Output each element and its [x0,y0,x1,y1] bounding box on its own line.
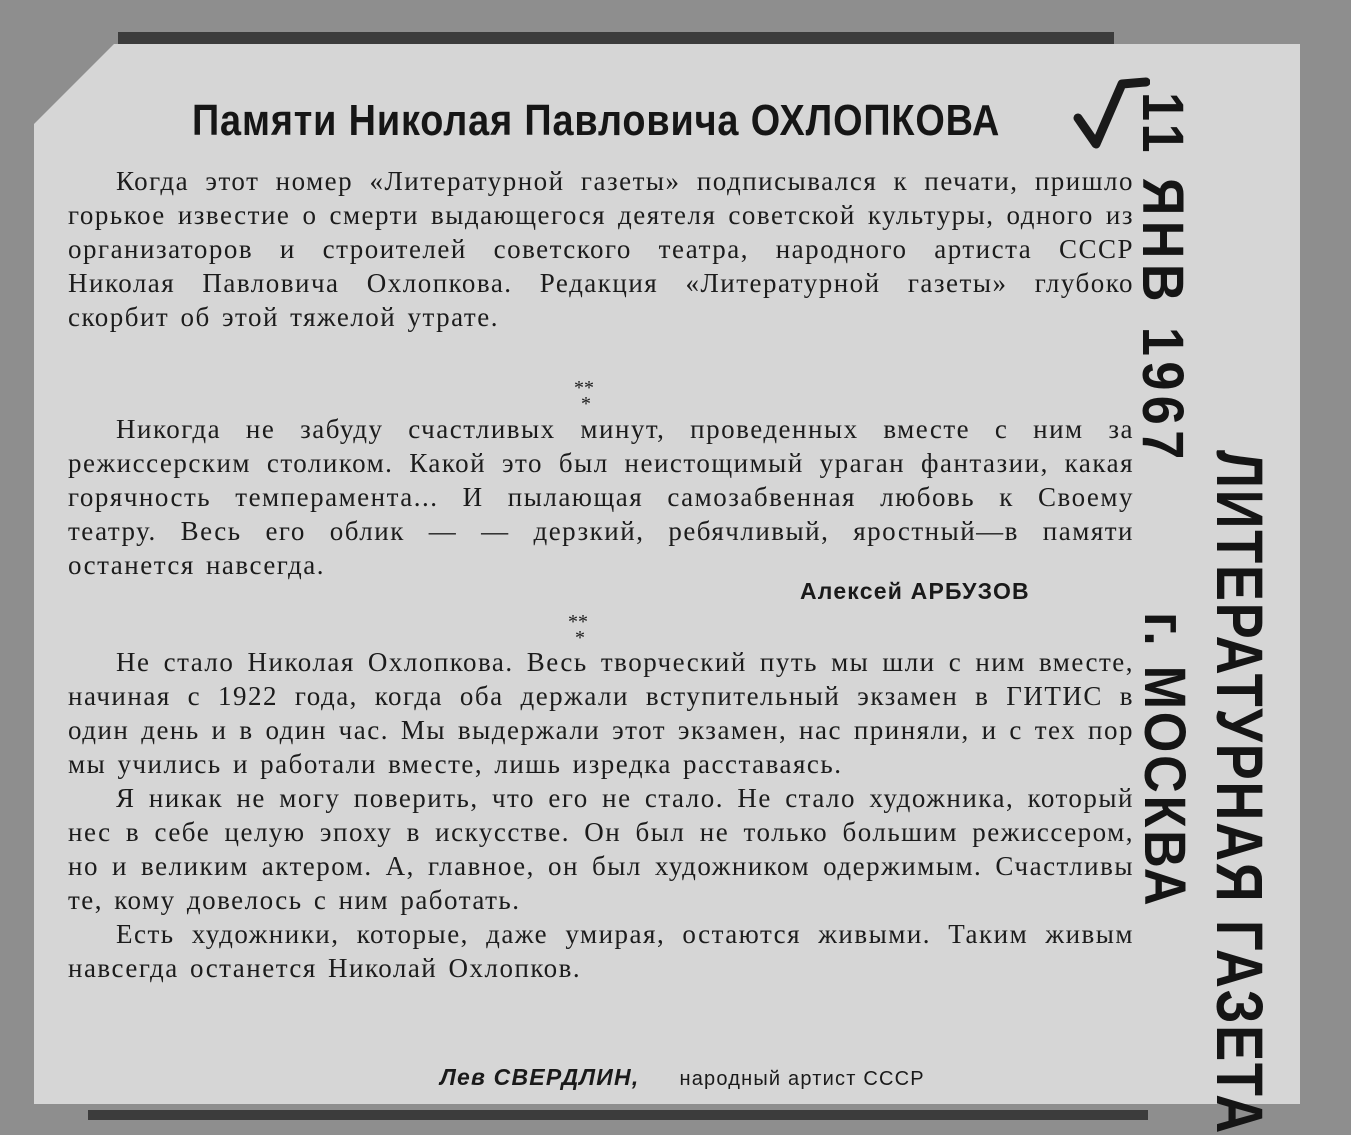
headline: Памяти Николая Павловича ОХЛОПКОВА [192,96,1001,145]
svg-text:*: * [581,393,591,415]
asterism-divider-icon [568,376,608,416]
sverdlin-signature-name: Лев СВЕРДЛИН, [440,1064,640,1090]
top-border-rule [118,32,1114,46]
sverdlin-paragraph-1: Не стало Николая Охлопкова. Весь творческий путь мы шли с ним вместе, начиная с 1922 года, когда оба держали вступительный экзамен в ГИТИС в один день и в один час. Мы выдержали этот экзамен, нас приняли, и с тех пор мы учились и работали вместе, лишь изредка расставаясь. [68,647,1134,779]
arbuzov-paragraph: Никогда не забуду счастливых минут, проведенных вместе с ним за режиссерским столиком. Какой это был неистощимый ураган фантазии, какая горячность темперамента... И пылающая самозабвенная любовь к Своему театру. Весь его облик — — дерзкий, ребячливый, яростный—в памяти останется навсегда. [68,414,1134,580]
svg-text:**: ** [574,377,594,399]
stamp-city: г. МОСКВА [1132,612,1197,909]
stamp-date: 11 ЯНВ 1967 [1130,92,1195,465]
stamp-newspaper-name: ЛИТЕРАТУРНАЯ ГАЗЕТА [1203,450,1277,1135]
sverdlin-paragraph-3: Есть художники, которые, даже умирая, остаются живыми. Таким живым навсегда останется Николай Охлопков. [68,919,1134,983]
asterism-divider-icon [562,610,602,650]
arbuzov-signature: Алексей АРБУЗОВ [800,578,1030,604]
sverdlin-signature [440,1064,925,1091]
intro-text [68,164,1134,334]
bottom-border-rule [88,1110,1148,1120]
svg-text:*: * [575,627,585,649]
sverdlin-signature-title: народный артист СССР [679,1068,925,1090]
arbuzov-text [68,412,1134,582]
sverdlin-paragraph-2: Я никак не могу поверить, что его не стало. Не стало художника, который нес в себе целую эпоху в искусстве. Он был не только большим режиссером, но и великим актером. А, главное, он был художником одержимым. Счастливы те, кому довелось с ним работать. [68,783,1134,915]
svg-text:**: ** [568,611,588,633]
intro-paragraph: Когда этот номер «Литературной газеты» подписывался к печати, пришло горькое известие о смерти выдающегося деятеля советской культуры, одного из организаторов и строителей советского театра, народного артиста СССР Николая Павловича Охлопкова. Редакция «Литературной газеты» глубоко скорбит об этой тяжелой утрате. [68,166,1134,332]
sverdlin-text [68,645,1134,985]
